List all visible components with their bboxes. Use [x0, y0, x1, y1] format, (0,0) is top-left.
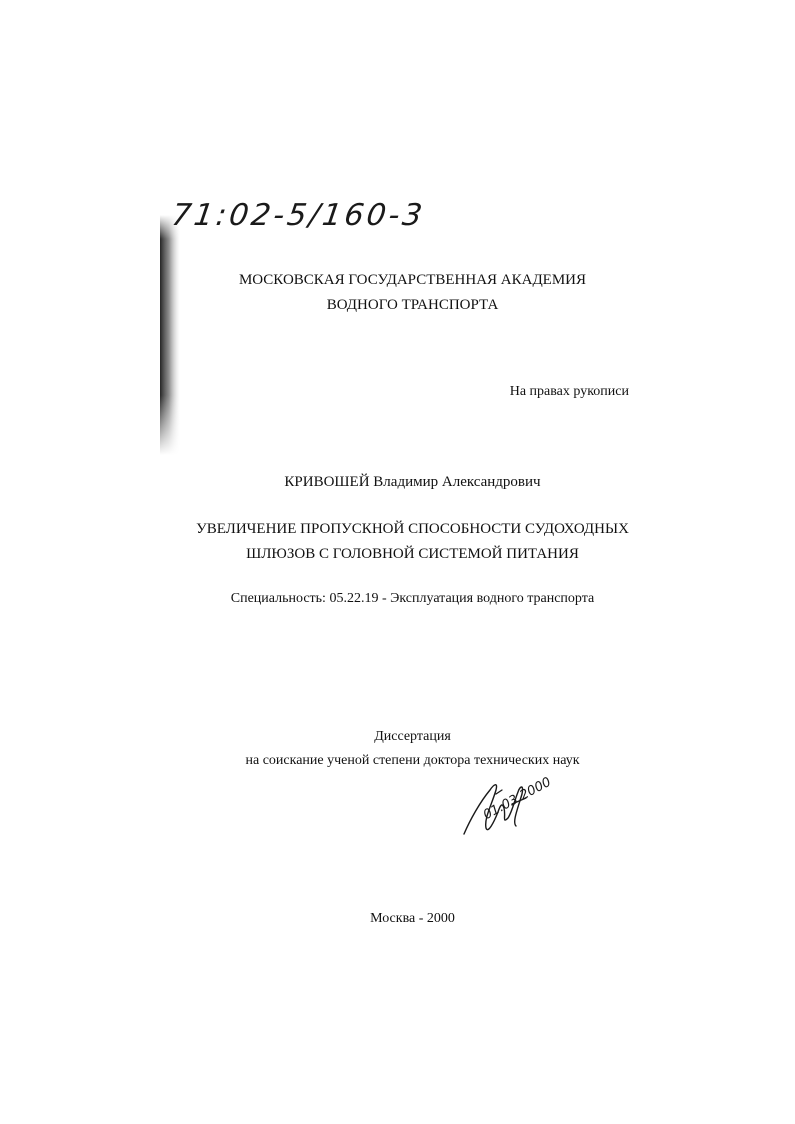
institution-line-1: МОСКОВСКАЯ ГОСУДАРСТВЕННАЯ АКАДЕМИЯ	[238, 272, 587, 288]
rights-note: На правах рукописи	[509, 384, 629, 399]
institution-name	[15, 268, 795, 318]
title-line-2: ШЛЮЗОВ С ГОЛОВНОЙ СИСТЕМОЙ ПИТАНИЯ	[246, 546, 579, 562]
degree-line-2: на соискание ученой степени доктора технических наук	[245, 753, 580, 768]
degree-line-1: Диссертация	[374, 729, 451, 744]
signature-date: 01.03.2000	[480, 774, 554, 823]
author-name: КРИВОШЕЙ Владимир Александрович	[284, 474, 541, 490]
city-year: Москва - 2000	[370, 911, 455, 926]
dissertation-title	[15, 517, 795, 567]
specialty: Специальность: 05.22.19 - Эксплуатация водного транспорта	[230, 591, 595, 606]
scan-edge-shadow	[160, 215, 180, 455]
institution-line-2: ВОДНОГО ТРАНСПОРТА	[326, 297, 499, 313]
archive-code-handwritten: 71:02-5/160-3	[169, 198, 428, 233]
title-line-1: УВЕЛИЧЕНИЕ ПРОПУСКНОЙ СПОСОБНОСТИ СУДОХОДНЫХ	[196, 521, 629, 537]
degree-statement	[15, 725, 795, 773]
